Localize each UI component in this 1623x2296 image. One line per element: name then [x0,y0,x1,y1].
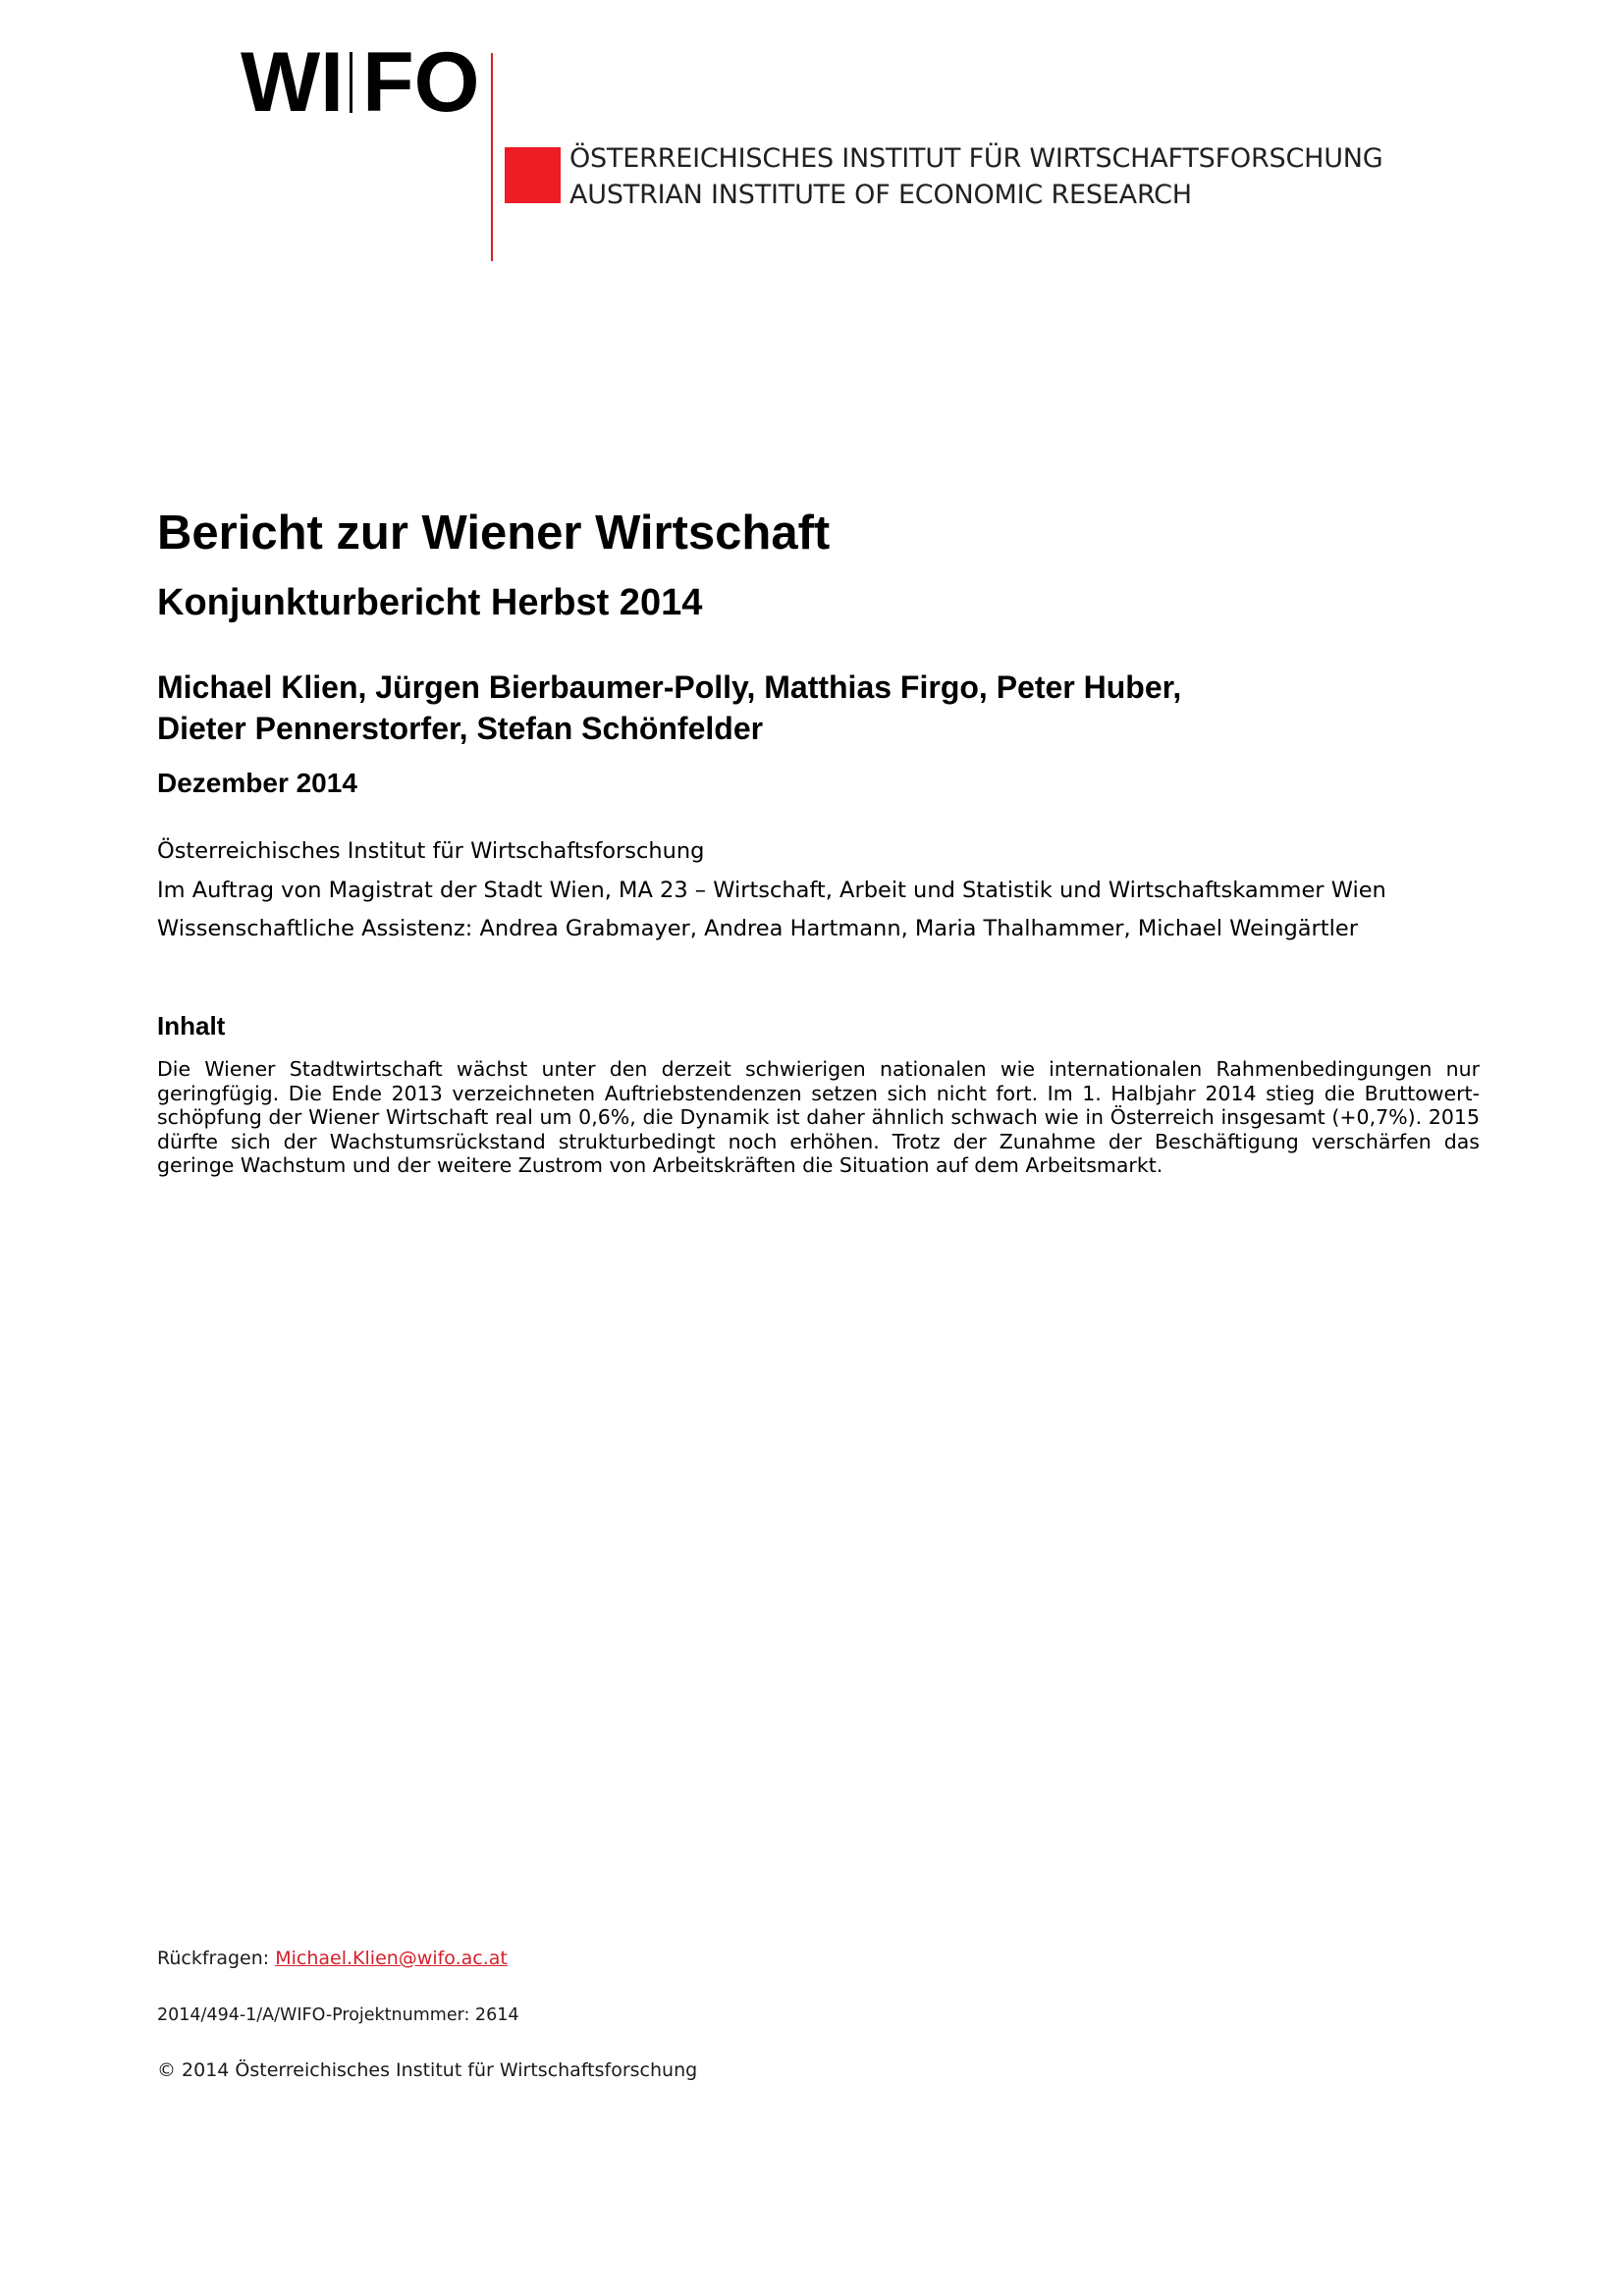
project-number: 2014/494-1/A/WIFO-Projektnummer: 2614 [157,2005,519,2025]
wifo-logo [241,35,480,130]
contact-email-link[interactable]: Michael.Klien@wifo.ac.at [275,1948,508,1969]
authors-line-2: Dieter Pennerstorfer, Stefan Schönfelder [157,711,764,746]
commissioned-by: Im Auftrag von Magistrat der Stadt Wien, MA 23 – Wirtschaft, Arbeit und Statistik und Wirtschaftskammer Wien [157,877,1386,903]
contents-heading: Inhalt [157,1011,226,1041]
report-title: Bericht zur Wiener Wirtschaft [157,507,831,560]
abstract-paragraph: Die Wiener Stadtwirtschaft wächst unter den derzeit schwierigen nationalen wie internationalen Rahmenbedingungen nur geringfügig. Die Ende 2013 verzeichneten Auftriebstendenzen setzen sich nicht fort. Im 1. Halbjahr 2014 stieg die Bruttowertschöpfung der Wiener Wirtschaft real um 0,6%, die Dynamik ist daher ähnlich schwach wie in Österreich insgesamt (+0,7%). 2015 dürfte sich der Wachstumsrückstand strukturbedingt noch erhöhen. Trotz der Zunahme der Beschäftigung verschärfen das geringe Wachstum und der weitere Zustrom von Arbeitskräften die Situation auf dem Arbeitsmarkt. [157,1057,1480,1177]
contact-line [157,1947,508,1970]
copyright-notice: © 2014 Österreichisches Institut für Wirtschaftsforschung [157,2059,698,2081]
report-info [157,832,1386,949]
report-date: Dezember 2014 [157,768,357,798]
logo-letters-right: FO [362,35,480,130]
scientific-assistance: Wissenschaftliche Assistenz: Andrea Grabmayer, Andrea Hartmann, Maria Thalhammer, Michael Weingärtler [157,916,1358,941]
report-subtitle: Konjunkturbericht Herbst 2014 [157,582,703,623]
logo-separator [350,52,352,113]
logo-red-square [505,147,561,203]
logo-letters-left: WI [241,35,345,130]
authors-line-1: Michael Klien, Jürgen Bierbaumer-Polly, Matthias Firgo, Peter Huber, [157,669,1182,705]
institute-name-de: ÖSTERREICHISCHES INSTITUT FÜR WIRTSCHAFTSFORSCHUNG [569,143,1383,174]
logo-vertical-rule [491,53,493,261]
institute-name-en: AUSTRIAN INSTITUTE OF ECONOMIC RESEARCH [569,180,1192,210]
publisher: Österreichisches Institut für Wirtschaftsforschung [157,838,705,864]
institute-names [569,140,1383,213]
report-authors [157,667,1181,749]
contact-label: Rückfragen: [157,1948,270,1969]
